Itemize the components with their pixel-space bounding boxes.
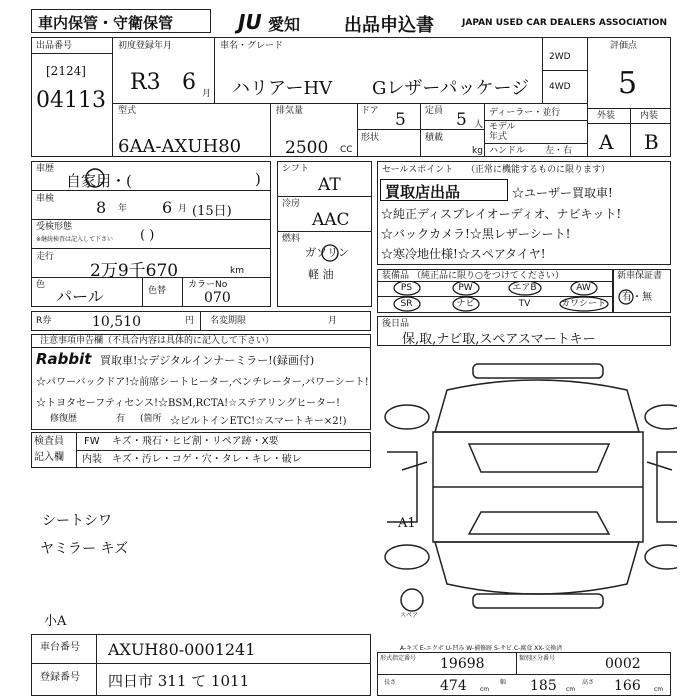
interior-grade: B <box>644 130 659 154</box>
acceptance-paren: ( ) <box>140 228 155 243</box>
selling-point-line2: ☆純正ディスプレイオーディオ、ナビキット! <box>381 207 622 221</box>
history-circle-mark <box>84 167 106 189</box>
inspector-row1-head: FW <box>84 436 100 447</box>
model-label: モデル <box>489 122 516 132</box>
caution-line2: ☆パワーバックドア!☆前席シートヒーター,ベンチレーター,パワーシート! <box>36 377 369 388</box>
chassis-value: AXUH80-0001241 <box>108 640 256 659</box>
interior-label: 内装 <box>640 111 659 121</box>
plate-label: 登録番号 <box>40 672 80 683</box>
handle-value: 左・右 <box>545 146 573 156</box>
shape-label: 形状 <box>361 133 380 143</box>
fuel-diesel: 軽 油 <box>308 268 334 281</box>
damage-mark-a1: A1 <box>398 516 416 531</box>
inspection-day: (15日) <box>192 204 232 219</box>
repair-history-place: (箇所 <box>140 414 162 424</box>
selling-point-line1: ☆ユーザー買取車! <box>512 186 613 200</box>
mileage-value: 2万9千670 <box>90 261 179 281</box>
association-english: JAPAN USED CAR DEALERS ASSOCIATION <box>462 18 667 28</box>
new-warranty-label: 新車保証書 <box>617 271 663 281</box>
score-label: 評価点 <box>610 41 638 51</box>
name-change-unit: 月 <box>328 316 338 326</box>
lot-label: 出品番号 <box>36 41 73 51</box>
chassis-label: 車台番号 <box>40 642 80 653</box>
height-value: 166 <box>614 678 641 694</box>
doors-label: ドア <box>361 106 379 116</box>
note-line3: 小A <box>44 614 67 629</box>
registration-month: 6 <box>182 70 196 95</box>
equipment-note: （純正品に限り○をつけてください） <box>412 271 564 281</box>
displacement-value: 2500 <box>285 138 329 158</box>
equipment-sr: SR <box>400 299 413 309</box>
new-warranty-circle <box>618 289 634 305</box>
plate-value: 四日市 311 て 1011 <box>108 672 250 690</box>
exterior-grade: A <box>599 130 614 154</box>
color-number-label: カラーNo <box>188 280 228 290</box>
height-label: 高さ <box>582 679 595 686</box>
length-label: 長さ <box>384 679 397 686</box>
note-line1: シートシワ <box>42 513 112 529</box>
recycle-block <box>31 311 371 331</box>
equipment-label: 装備品 <box>382 271 410 281</box>
inspector-label1: 検査員 <box>34 436 64 447</box>
caution-header: 注意事項申告欄（不具合内容は具体的に記入して下さい） <box>40 336 275 346</box>
acceptance-note: ※継続検査は記入して下さい <box>36 236 114 243</box>
type-label: 型式 <box>118 106 137 116</box>
exterior-label: 外装 <box>597 111 616 121</box>
inspector-row2-items: キズ・汚レ・コゲ・穴・タレ・キレ・破レ <box>112 454 302 465</box>
inspector-row1-items: キズ・飛石・ヒビ割・リペア跡・X要 <box>112 436 279 447</box>
history-close: ) <box>255 170 261 188</box>
type-value: 6AA-AXUH80 <box>118 136 242 157</box>
registration-year: R3 <box>130 70 161 95</box>
recycle-label: R券 <box>36 316 52 326</box>
car-model: ハリアーHV <box>232 78 333 99</box>
category-label: 類別区分番号 <box>519 655 556 662</box>
capacity-value: 5 <box>456 110 467 130</box>
history-label: 車歴 <box>36 164 55 174</box>
doors-value: 5 <box>395 110 406 130</box>
car-name-label: 車名・グレード <box>220 41 284 51</box>
equipment-circle-marks <box>377 281 613 313</box>
caution-line1: 買取車!☆デジタルインナーミラー!(録画付) <box>100 354 315 367</box>
height-unit: cm <box>654 686 664 693</box>
displacement-label: 排気量 <box>276 106 304 116</box>
equipment-aw: AW <box>576 283 591 293</box>
color-number-value: 070 <box>204 290 231 306</box>
inspection-year-unit: 年 <box>118 204 128 214</box>
equipment-tv: TV <box>518 299 531 309</box>
damage-legend: A-キズ E-エクボ U-凹み W-補修跡 S-サビ C-腐食 XX-交換済 <box>400 645 563 652</box>
repair-history-have: 有 <box>116 414 126 424</box>
width-unit: cm <box>566 686 576 693</box>
shift-label: シフト <box>282 164 310 174</box>
name-change-label: 名変期限 <box>210 316 247 326</box>
color-change-label: 色替 <box>148 286 167 296</box>
registration-month-unit: 月 <box>202 89 212 99</box>
equipment-pw: PW <box>458 283 473 293</box>
inspection-year: 8 <box>96 198 107 217</box>
ju-logo: JU <box>238 10 262 34</box>
score-value: 5 <box>618 66 638 101</box>
color-label: 色 <box>36 280 46 290</box>
acceptance-label: 受検形態 <box>36 222 73 232</box>
equipment-leather-seat: カワシート <box>560 299 606 309</box>
car-grade: Gレザーパッケージ <box>372 78 530 99</box>
post-equipment-label: 後日品 <box>382 319 410 329</box>
year-label: 年式 <box>489 132 508 142</box>
color-value: パール <box>56 287 104 306</box>
length-value: 474 <box>440 678 467 694</box>
selling-point-badge: 買取店出品 <box>385 183 461 201</box>
type-cert-label: 形式指定番号 <box>380 655 417 662</box>
cooling-label: 冷房 <box>282 199 301 209</box>
handle-label: ハンドル <box>489 146 526 156</box>
selling-points-note: （正常に機能するものに限ります） <box>466 165 611 175</box>
equipment-navi: ナビ <box>456 299 475 309</box>
inspection-month: 6 <box>162 198 173 217</box>
equipment-ps: PS <box>400 283 413 293</box>
mileage-unit: km <box>230 266 244 276</box>
selling-points-label: セールスポイント <box>382 165 454 175</box>
inspector-row2-head: 内装 <box>82 454 102 465</box>
fuel-gasoline: ガソリン <box>305 246 349 259</box>
spare-label: スペア <box>400 612 419 619</box>
inspector-label2: 記入欄 <box>34 452 64 463</box>
capacity-unit: 人 <box>474 120 484 130</box>
shift-value: AT <box>318 175 341 195</box>
width-value: 185 <box>530 678 557 694</box>
cargo-label: 積載 <box>425 133 444 143</box>
capacity-label: 定員 <box>425 106 444 116</box>
caution-line4: ☆ビルトインETC!☆スマートキー×2!) <box>170 416 347 427</box>
selling-point-line4: ☆寒冷地仕様!☆スペアタイヤ! <box>381 247 546 261</box>
inspection-month-unit: 月 <box>178 204 188 214</box>
dealer-label: ディーラー・並行 <box>489 108 561 118</box>
mileage-label: 走行 <box>36 252 55 262</box>
lot-small-number: [2124] <box>46 64 86 78</box>
recycle-unit: 円 <box>185 316 195 326</box>
note-line2: ヤミラー キズ <box>40 541 129 557</box>
type-cert-value: 19698 <box>440 656 485 672</box>
caution-brand: Rabbit <box>36 350 92 368</box>
lot-number: 04113 <box>36 88 106 113</box>
registration-label: 初度登録年月 <box>118 41 173 51</box>
association-name: 愛知 <box>268 15 301 34</box>
form-title: 出品申込書 <box>344 15 434 36</box>
history-value: 自家用・( <box>66 172 132 190</box>
equipment-airbag: エアB <box>512 283 537 293</box>
displacement-unit: CC <box>340 145 353 155</box>
repair-history-label: 修復歴 <box>50 414 78 424</box>
storage-title: 車内保管・守衛保管 <box>38 14 174 32</box>
category-value: 0002 <box>605 656 641 672</box>
post-equipment-value: 保,取,ナビ取,スペアスマートキー <box>402 332 596 347</box>
fuel-circle-mark <box>320 243 340 263</box>
drive-2wd: 2WD <box>549 52 571 62</box>
new-warranty-value: 有・無 <box>622 292 652 303</box>
selling-point-line3: ☆バックカメラ!☆黒レザーシート! <box>381 227 571 241</box>
cargo-unit: kg <box>472 146 483 156</box>
recycle-value: 10,510 <box>92 314 141 330</box>
fuel-label: 燃料 <box>282 234 301 244</box>
car-damage-diagram <box>377 362 677 632</box>
cooling-value: AAC <box>312 210 350 230</box>
length-unit: cm <box>480 686 490 693</box>
inspection-label: 車検 <box>36 194 55 204</box>
drive-4wd: 4WD <box>549 82 571 92</box>
width-label: 幅 <box>500 679 507 686</box>
caution-line3: ☆トヨタセーフティセンス!☆BSM,RCTA!☆ステアリングヒーター! <box>36 398 340 409</box>
